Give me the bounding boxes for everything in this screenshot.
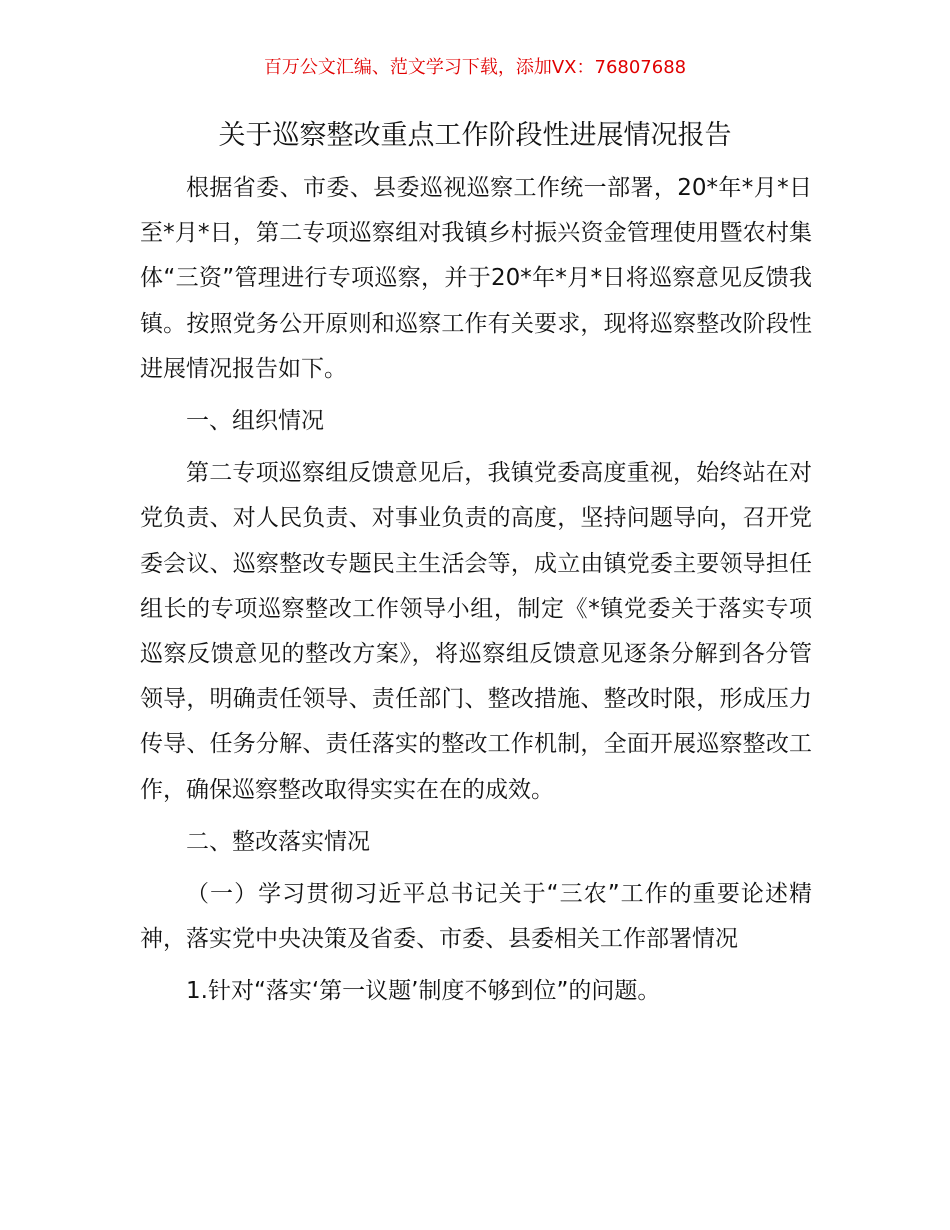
intro-paragraph: 根据省委、市委、县委巡视巡察工作统一部署，20*年*月*日至*月*日，第二专项巡察组对我镇乡村振兴资金管理使用暨农村集体“三资”管理进行专项巡察，并于20*年*月*日将巡察意见反馈我镇。按照党务公开原则和巡察工作有关要求，现将巡察整改阶段性进展情况报告如下。	[140, 175, 812, 382]
item-heading-1: 1.针对“落实‘第一议题’制度不够到位”的问题。	[186, 978, 661, 1005]
subsection-heading-1: （一）学习贯彻习近平总书记关于“三农”工作的重要论述精神，落实党中央决策及省委、市委、县委相关工作部署情况	[140, 881, 812, 953]
organization-paragraph: 第二专项巡察组反馈意见后，我镇党委高度重视，始终站在对党负责、对人民负责、对事业负责的高度，坚持问题导向，召开党委会议、巡察整改专题民主生活会等，成立由镇党委主要领导担任组长的专项巡察整改工作领导小组，制定《*镇党委关于落实专项巡察反馈意见的整改方案》，将巡察组反馈意见逐条分解到各分管领导，明确责任领导、责任部门、整改措施、整改时限，形成压力传导、任务分解、责任落实的整改工作机制，全面开展巡察整改工作，确保巡察整改取得实实在在的成效。	[140, 460, 812, 803]
watermark-banner: 百万公文汇编、范文学习下载，添加VX：76807688	[263, 57, 687, 78]
section-heading-rectification: 二、整改落实情况	[186, 828, 370, 855]
document-title: 关于巡察整改重点工作阶段性进展情况报告	[218, 120, 732, 151]
document-body	[140, 166, 812, 1022]
section-heading-organization: 一、组织情况	[186, 408, 324, 435]
